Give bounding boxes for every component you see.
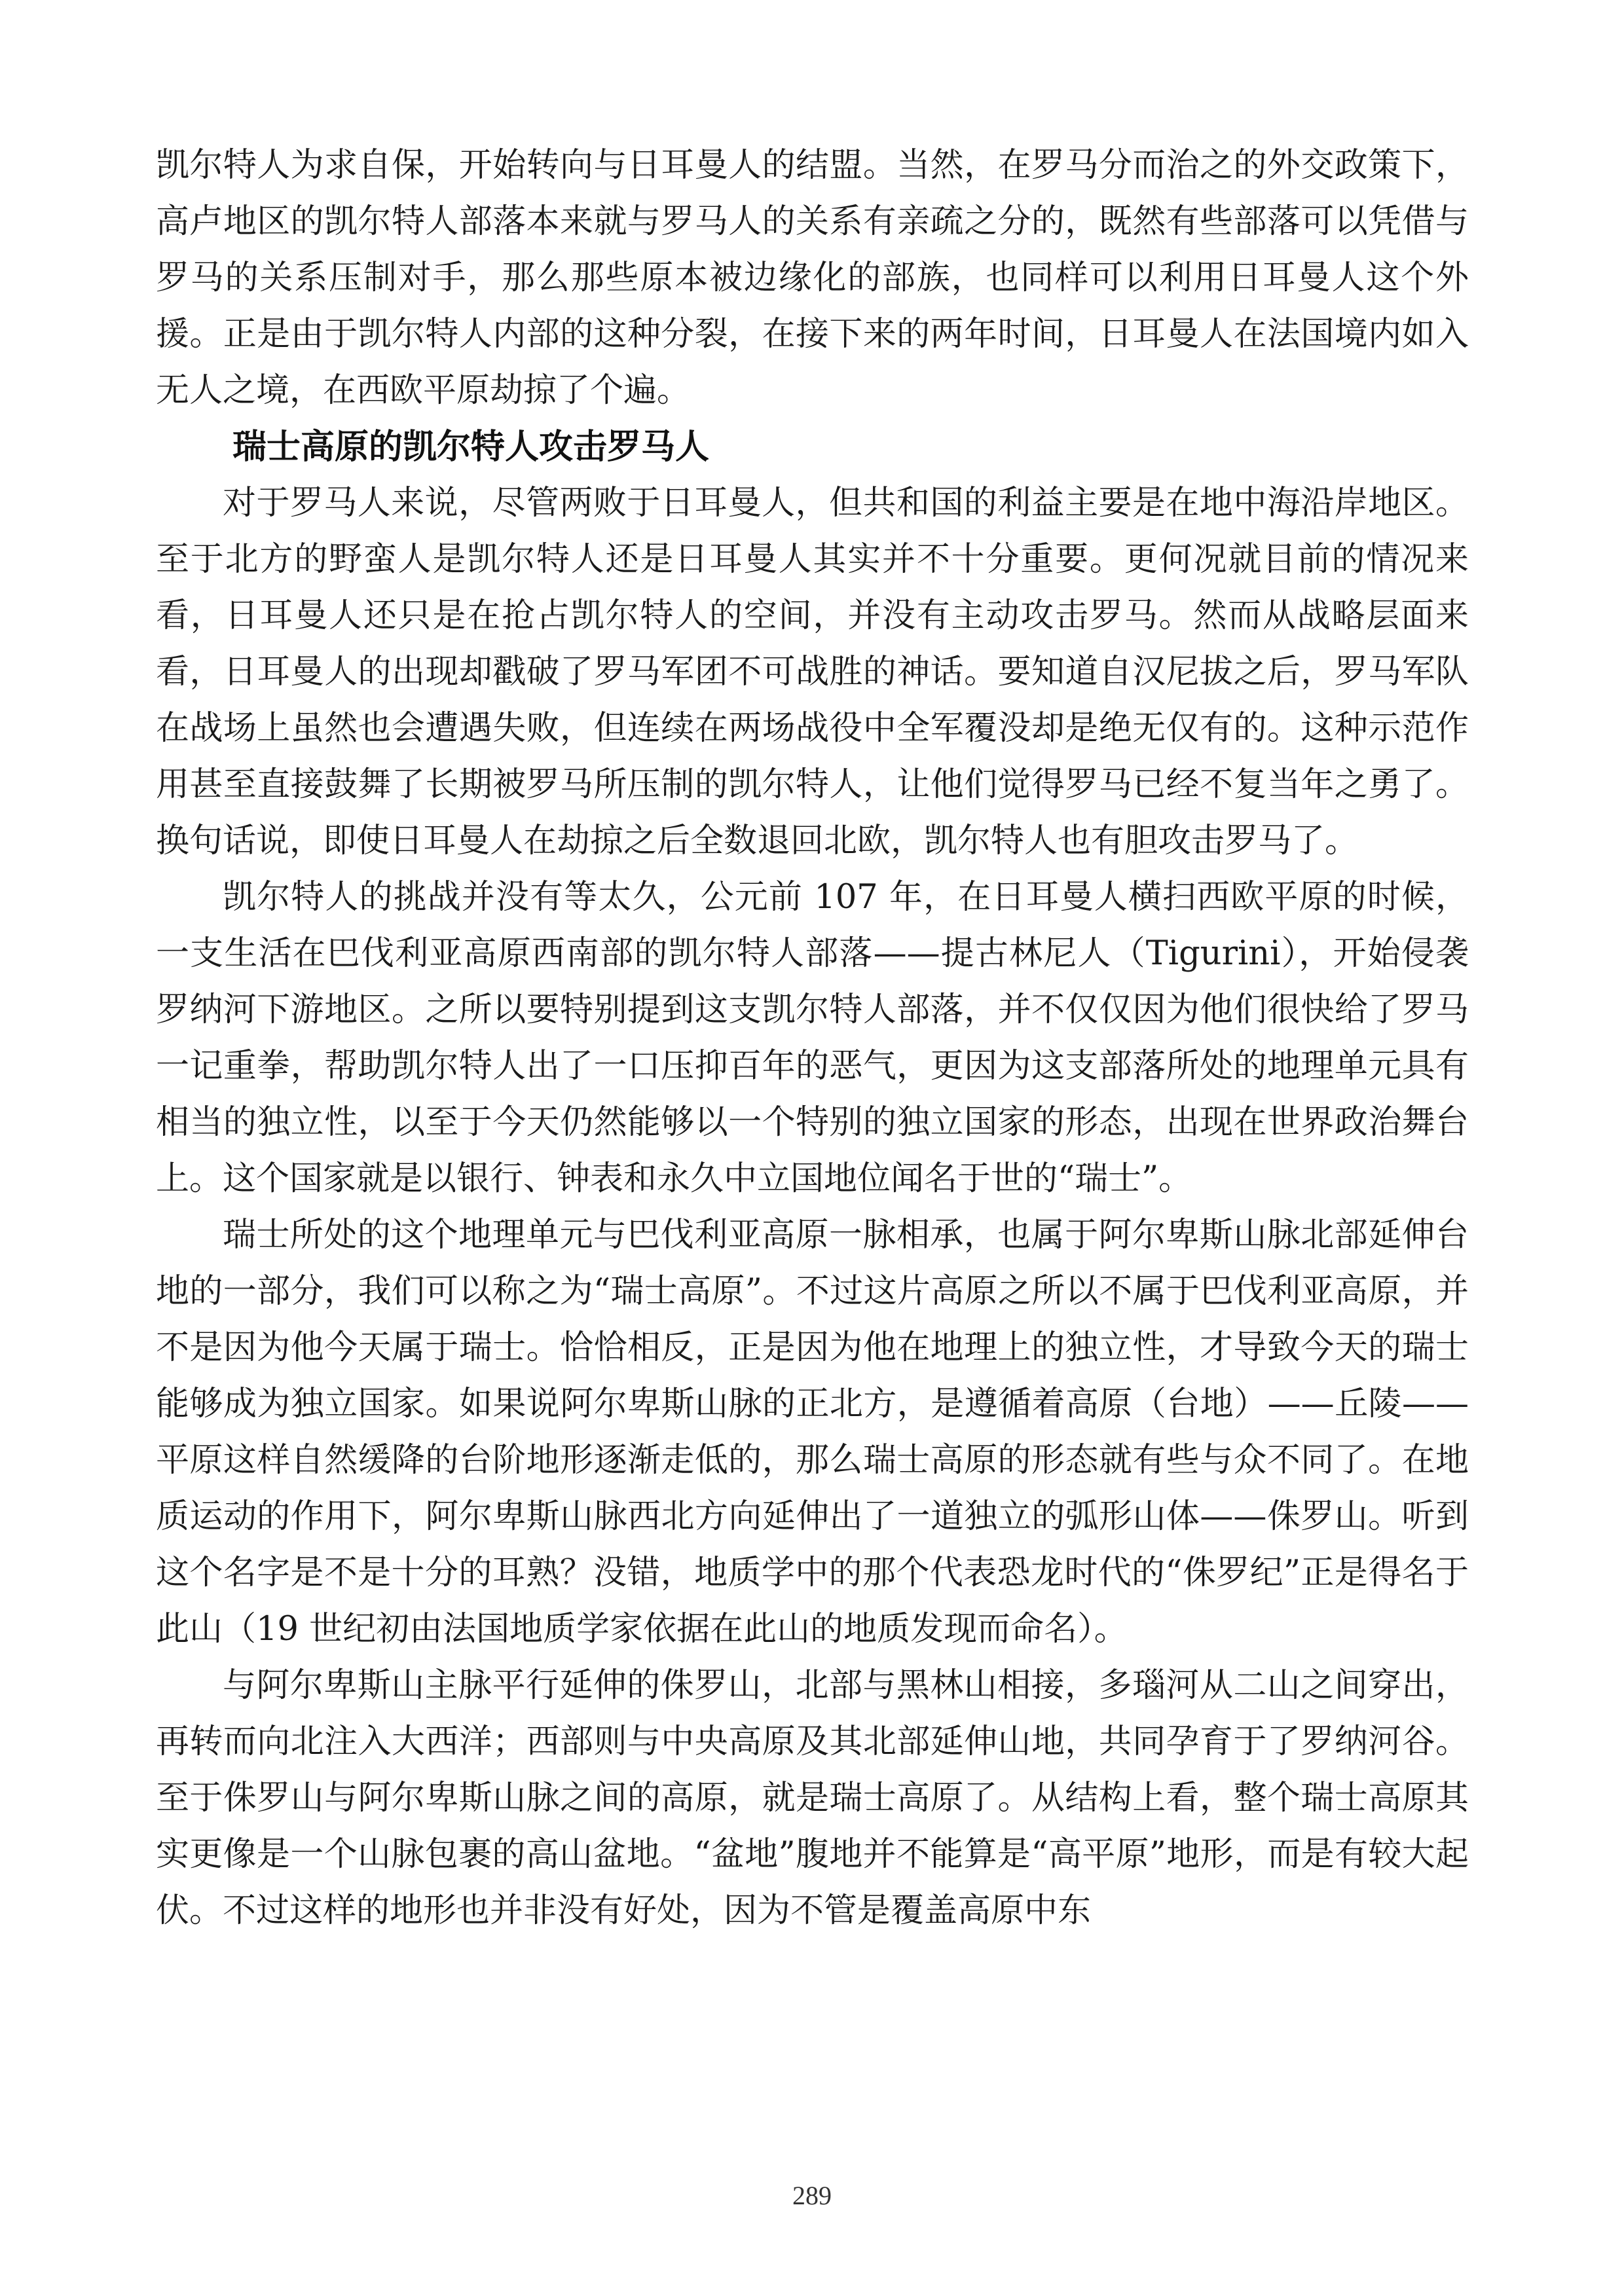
body-paragraph-2: 凯尔特人的挑战并没有等太久，公元前 107 年，在日耳曼人横扫西欧平原的时候，一支生活在巴伐利亚高原西南部的凯尔特人部落——提古林尼人（Tigurini），开始侵袭罗纳河下游地区。之所以要特别提到这支凯尔特人部落，并不仅仅因为他们很快给了罗马一记重拳，帮助凯尔特人出了一口压抑百年的恶气，更因为这支部落所处的地理单元具有相当的独立性，以至于今天仍然能够以一个特别的独立国家的形态，出现在世界政治舞台上。这个国家就是以银行、钟表和永久中立国地位闻名于世的“瑞士”。 [156, 878, 1469, 1198]
body-paragraph-4: 与阿尔卑斯山主脉平行延伸的侏罗山，北部与黑林山相接，多瑙河从二山之间穿出，再转而向北注入大西洋；西部则与中央高原及其北部延伸山地，共同孕育于了罗纳河谷。至于侏罗山与阿尔卑斯山脉之间的高原，就是瑞士高原了。从结构上看，整个瑞士高原其实更像是一个山脉包裹的高山盆地。“盆地”腹地并不能算是“高平原”地形，而是有较大起伏。不过这样的地形也并非没有好处，因为不管是覆盖高原中东 [156, 1666, 1469, 1930]
page-number: 289 [792, 2181, 832, 2210]
section-heading: 瑞士高原的凯尔特人攻击罗马人 [232, 428, 710, 467]
opening-paragraph: 凯尔特人为求自保，开始转向与日耳曼人的结盟。当然，在罗马分而治之的外交政策下，高卢地区的凯尔特人部落本来就与罗马人的关系有亲疏之分的，既然有些部落可以凭借与罗马的关系压制对手，那么那些原本被边缘化的部族，也同样可以利用日耳曼人这个外援。正是由于凯尔特人内部的这种分裂，在接下来的两年时间，日耳曼人在法国境内如入无人之境，在西欧平原劫掠了个遍。 [156, 146, 1469, 410]
body-paragraph-1: 对于罗马人来说，尽管两败于日耳曼人，但共和国的利益主要是在地中海沿岸地区。至于北方的野蛮人是凯尔特人还是日耳曼人其实并不十分重要。更何况就目前的情况来看，日耳曼人还只是在抢占凯尔特人的空间，并没有主动攻击罗马。然而从战略层面来看，日耳曼人的出现却戳破了罗马军团不可战胜的神话。要知道自汉尼拔之后，罗马军队在战场上虽然也会遭遇失败，但连续在两场战役中全军覆没却是绝无仅有的。这种示范作用甚至直接鼓舞了长期被罗马所压制的凯尔特人，让他们觉得罗马已经不复当年之勇了。换句话说，即使日耳曼人在劫掠之后全数退回北欧，凯尔特人也有胆攻击罗马了。 [156, 484, 1469, 860]
page-body [156, 137, 1469, 1939]
body-paragraph-3: 瑞士所处的这个地理单元与巴伐利亚高原一脉相承，也属于阿尔卑斯山脉北部延伸台地的一部分，我们可以称之为“瑞士高原”。不过这片高原之所以不属于巴伐利亚高原，并不是因为他今天属于瑞士。恰恰相反，正是因为他在地理上的独立性，才导致今天的瑞士能够成为独立国家。如果说阿尔卑斯山脉的正北方，是遵循着高原（台地）——丘陵——平原这样自然缓降的台阶地形逐渐走低的，那么瑞士高原的形态就有些与众不同了。在地质运动的作用下，阿尔卑斯山脉西北方向延伸出了一道独立的弧形山体——侏罗山。听到这个名字是不是十分的耳熟？没错，地质学中的那个代表恐龙时代的“侏罗纪”正是得名于此山（19 世纪初由法国地质学家依据在此山的地质发现而命名）。 [156, 1216, 1469, 1649]
